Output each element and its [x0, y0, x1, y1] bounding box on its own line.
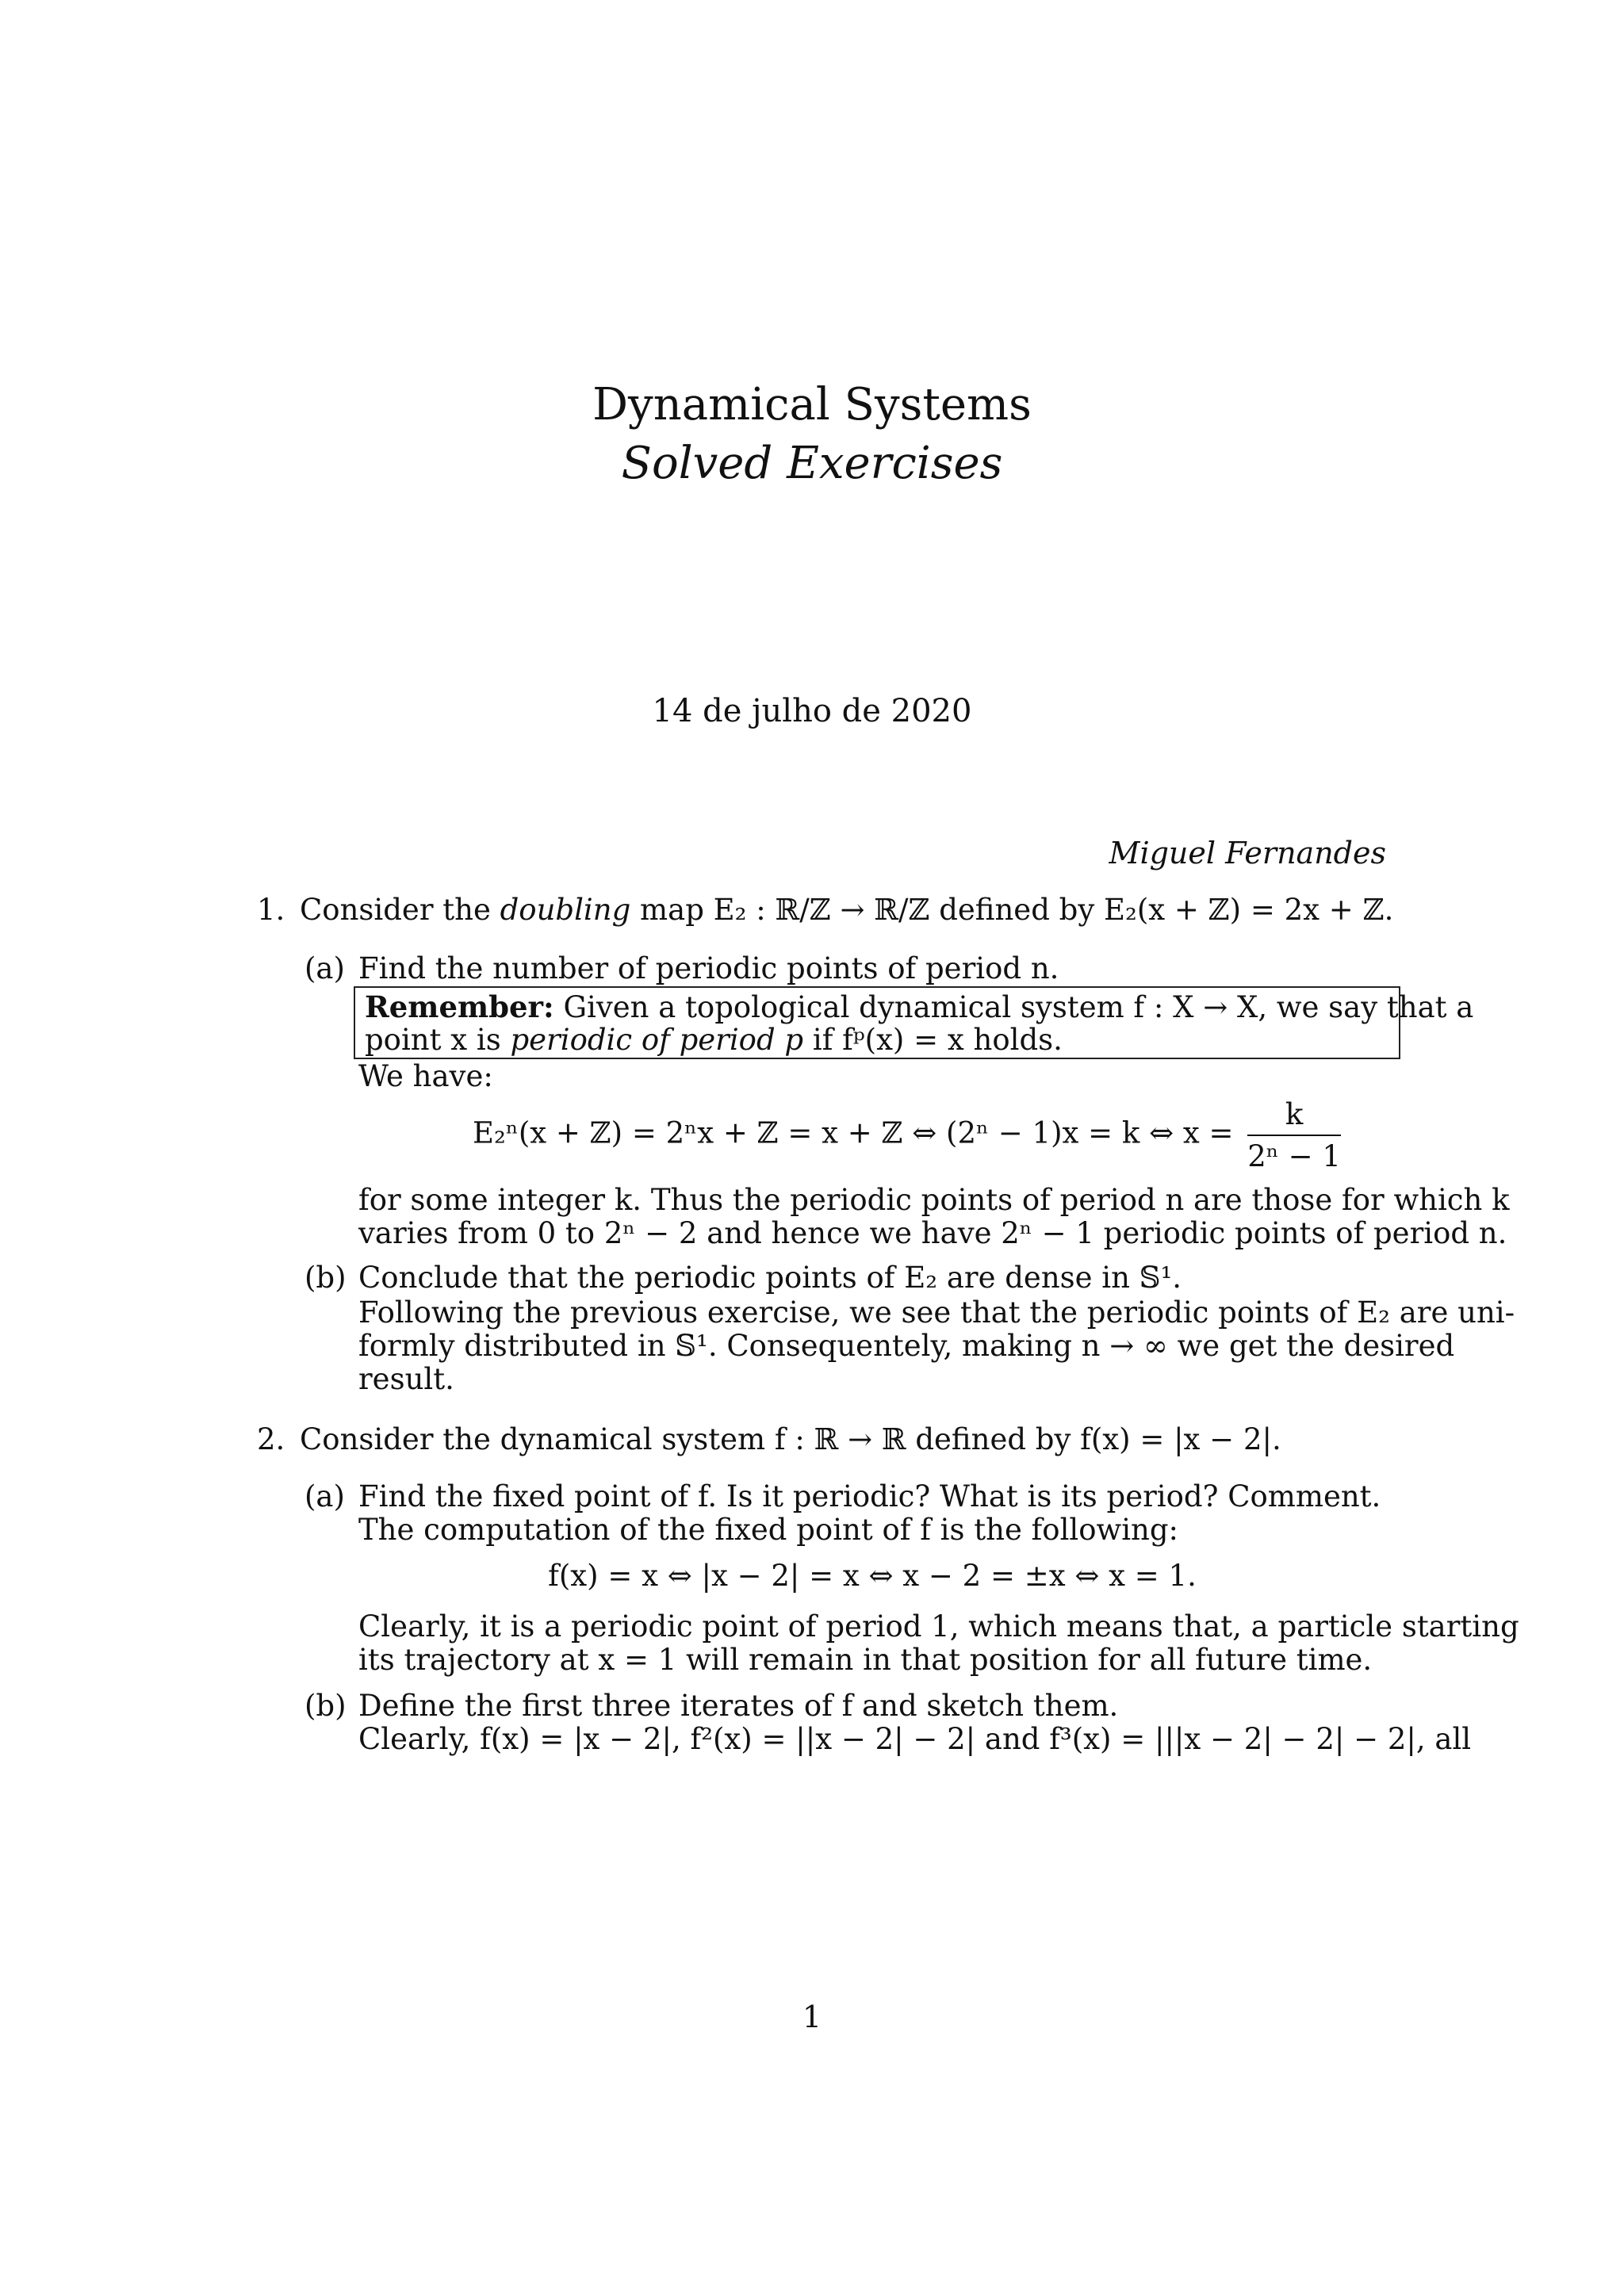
equation-fixed-point: f(x) = x ⇔ |x − 2| = x ⇔ x − 2 = ±x ⇔ x = 1. — [548, 1559, 1197, 1593]
exercise-2a-question: Find the fixed point of f. Is it periodic? What is its period? Comment. — [358, 1479, 1381, 1513]
fraction-numerator: k — [1247, 1097, 1341, 1136]
exercise-1a-question: Find the number of periodic points of period n. — [358, 951, 1059, 985]
exercise-1b-answer-line-1: Following the previous exercise, we see that the periodic points of E₂ are uni- — [358, 1295, 1515, 1330]
document-title: Dynamical Systems — [592, 379, 1032, 430]
equation-periodic-points — [473, 1097, 1346, 1173]
exercise-1-intro-emphasis: doubling — [500, 893, 631, 927]
exercise-1b-label: (b) — [304, 1261, 347, 1295]
remember-label: Remember: — [365, 989, 554, 1024]
we-have-text: We have: — [358, 1059, 493, 1093]
exercise-2b-answer-line-1: Clearly, f(x) = |x − 2|, f²(x) = ||x − 2| − 2| and f³(x) = |||x − 2| − 2| − 2|, all — [358, 1722, 1472, 1756]
exercise-1b-question: Conclude that the periodic points of E₂ are dense in 𝕊¹. — [358, 1261, 1182, 1295]
remember-line-2 — [365, 1023, 1063, 1057]
exercise-2b-question: Define the first three iterates of f and sketch them. — [358, 1689, 1119, 1723]
exercise-1-intro-post: map E₂ : ℝ/ℤ → ℝ/ℤ defined by E₂(x + ℤ) = 2x + ℤ. — [630, 893, 1394, 927]
remember-text-2-pre: point x is — [365, 1023, 511, 1057]
exercise-2a-answer-line-1: The computation of the fixed point of f is the following: — [358, 1513, 1179, 1547]
remember-text-1: Given a topological dynamical system f : X → X, we say that a — [553, 990, 1474, 1024]
remember-text-2-emphasis: periodic of period p — [510, 1023, 804, 1057]
exercise-1-intro — [300, 893, 1393, 927]
remember-text-2-post: if fᵖ(x) = x holds. — [803, 1023, 1063, 1057]
exercise-1b-answer-line-3: result. — [358, 1362, 454, 1396]
exercise-2b-label: (b) — [304, 1689, 347, 1723]
document-subtitle: Solved Exercises — [621, 438, 1003, 489]
exercise-1a-answer-line-1: for some integer k. Thus the periodic points of period n are those for which k — [358, 1183, 1510, 1217]
exercise-1b-answer-line-2: formly distributed in 𝕊¹. Consequentely, making n → ∞ we get the desired — [358, 1329, 1455, 1363]
remember-line-1 — [365, 989, 1473, 1024]
equation-fraction — [1247, 1097, 1341, 1173]
exercise-1-number: 1. — [257, 893, 285, 927]
exercise-1a-answer-line-2: varies from 0 to 2ⁿ − 2 and hence we have 2ⁿ − 1 periodic points of period n. — [358, 1216, 1507, 1250]
remember-box — [354, 986, 1474, 1059]
document-author: Miguel Fernandes — [1109, 836, 1386, 871]
equation-left-side: E₂ⁿ(x + ℤ) = 2ⁿx + ℤ = x + ℤ ⇔ (2ⁿ − 1)x = k ⇔ x = — [473, 1115, 1234, 1150]
exercise-2-intro: Consider the dynamical system f : ℝ → ℝ defined by f(x) = |x − 2|. — [300, 1422, 1281, 1456]
page-number: 1 — [802, 1999, 822, 2034]
exercise-2a-answer-line-2: Clearly, it is a periodic point of period 1, which means that, a particle starting — [358, 1609, 1519, 1644]
exercise-2a-label: (a) — [304, 1479, 345, 1513]
exercise-1a-label: (a) — [304, 951, 345, 985]
exercise-1-intro-pre: Consider the — [300, 893, 500, 927]
fraction-denominator: 2ⁿ − 1 — [1247, 1139, 1341, 1173]
document-date: 14 de julho de 2020 — [652, 693, 972, 729]
exercise-2-number: 2. — [257, 1422, 285, 1456]
exercise-2a-answer-line-3: its trajectory at x = 1 will remain in that position for all future time. — [358, 1643, 1373, 1677]
